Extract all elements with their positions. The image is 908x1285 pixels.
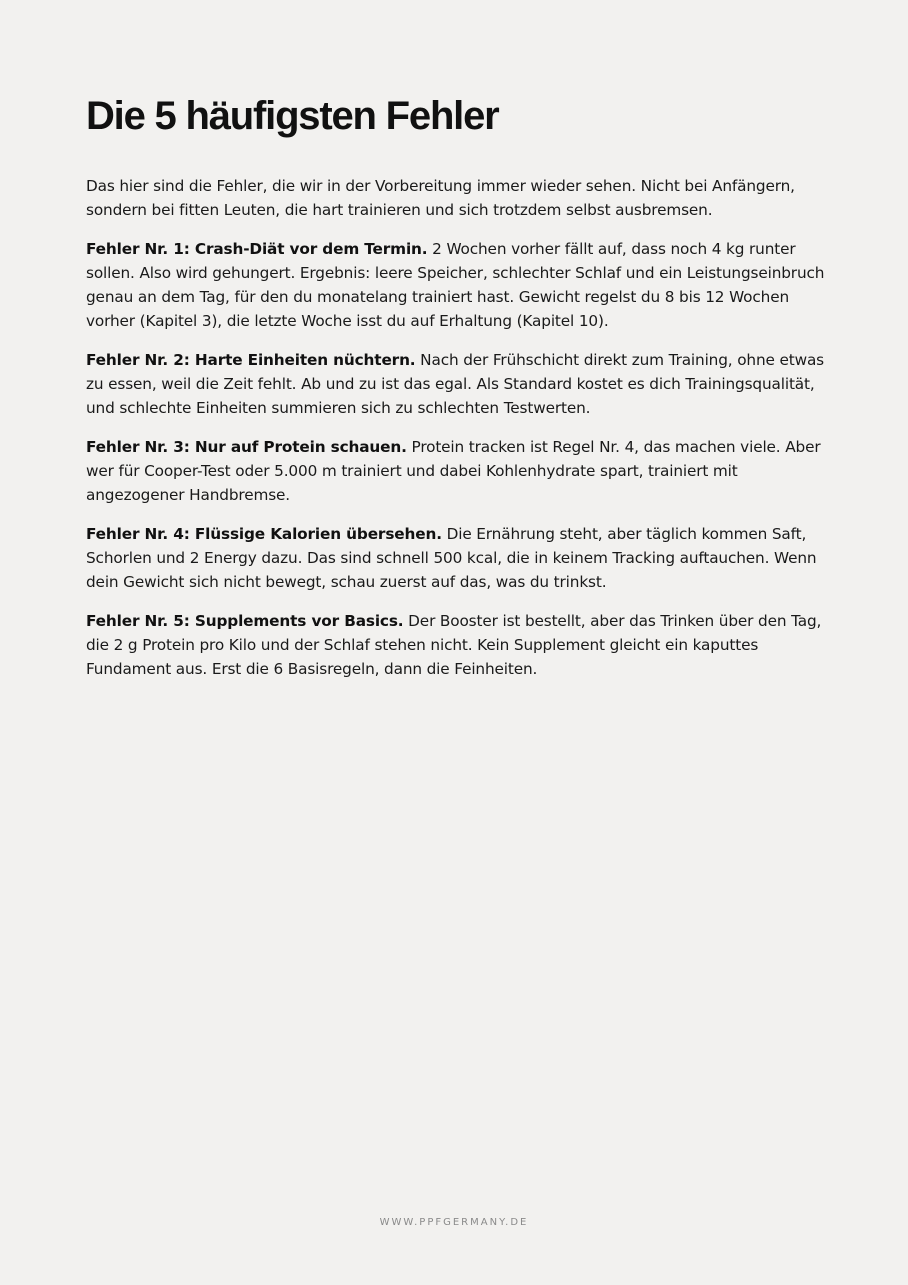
- mistake-text-4: Die Ernährung steht, aber täglich kommen Saft, Schorlen und 2 Energy dazu. Das sind schnell 500 kcal, die in keinem Tracking auftauchen. Wenn dein Gewicht sich nicht bewegt, schau zuerst auf das, was du trinkst.: [86, 525, 817, 591]
- intro-paragraph: Das hier sind die Fehler, die wir in der Vorbereitung immer wieder sehen. Nicht bei Anfängern, sondern bei fitten Leuten, die hart trainieren und sich trotzdem selbst ausbremsen.: [86, 177, 795, 219]
- footer-url: WWW.PPFGERMANY.DE: [379, 1217, 529, 1228]
- mistake-heading-1: Fehler Nr. 1: Crash-Diät vor dem Termin.: [86, 240, 428, 258]
- mistake-paragraph-5: [86, 609, 826, 681]
- mistake-paragraph-3: [86, 435, 826, 507]
- mistake-paragraph-4: [86, 522, 826, 594]
- mistake-text-2: Nach der Frühschicht direkt zum Training, ohne etwas zu essen, weil die Zeit fehlt. Ab und zu ist das egal. Als Standard kostet es dich Trainingsqualität, und schlechte Einheiten summieren sich zu schlechten Testwerten.: [86, 351, 824, 417]
- mistake-heading-5: Fehler Nr. 5: Supplements vor Basics.: [86, 612, 404, 630]
- mistake-heading-4: Fehler Nr. 4: Flüssige Kalorien übersehen.: [86, 525, 442, 543]
- mistake-paragraph-2: [86, 348, 826, 420]
- mistake-heading-2: Fehler Nr. 2: Harte Einheiten nüchtern.: [86, 351, 416, 369]
- mistake-text-3: Protein tracken ist Regel Nr. 4, das machen viele. Aber wer für Cooper-Test oder 5.000 m trainiert und dabei Kohlenhydrate spart, trainiert mit angezogener Handbremse.: [86, 438, 821, 504]
- mistake-text-5: Der Booster ist bestellt, aber das Trinken über den Tag, die 2 g Protein pro Kilo und der Schlaf stehen nicht. Kein Supplement gleicht ein kaputtes Fundament aus. Erst die 6 Basisregeln, dann die Feinheiten.: [86, 612, 822, 678]
- mistake-heading-3: Fehler Nr. 3: Nur auf Protein schauen.: [86, 438, 407, 456]
- mistake-paragraph-1: [86, 237, 826, 333]
- mistake-text-1: 2 Wochen vorher fällt auf, dass noch 4 kg runter sollen. Also wird gehungert. Ergebnis: leere Speicher, schlechter Schlaf und ein Leistungseinbruch genau an dem Tag, für den du monatelang trainiert hast. Gewicht regelst du 8 bis 12 Wochen vorher (Kapitel 3), die letzte Woche isst du auf Erhaltung (Kapitel 10).: [86, 240, 825, 330]
- page-title: Die 5 häufigsten Fehler: [86, 94, 499, 138]
- document-body: [86, 174, 826, 696]
